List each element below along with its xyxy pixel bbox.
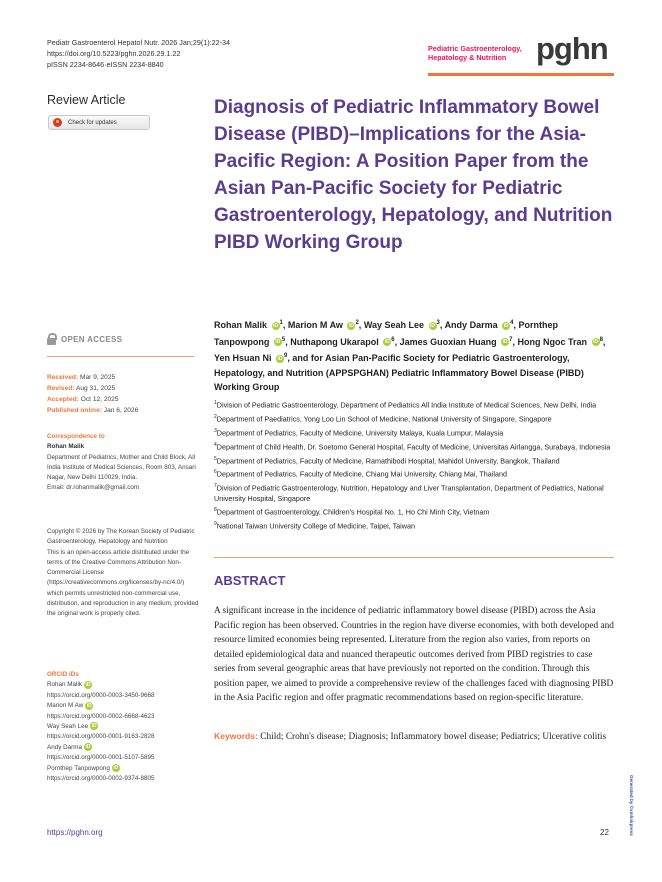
correspondence-heading: Correspondence to xyxy=(47,433,105,440)
orcid-list xyxy=(47,670,207,784)
orcid-url[interactable]: https://orcid.org/0000-0002-6668-4623 xyxy=(47,712,155,720)
author: Hong Ngoc Tran iD $^8$, xyxy=(517,336,606,347)
orcid-entry: Rohan Malik iD xyxy=(47,681,91,689)
orcid-icon: iD xyxy=(86,702,92,709)
affiliation-list xyxy=(214,398,612,533)
orcid-entry: Andy Darma iD xyxy=(47,743,91,751)
author: Nuthapong Ukarapol iD $^6$, xyxy=(290,336,398,347)
abstract-divider xyxy=(214,557,614,558)
orcid-icon[interactable]: iD xyxy=(593,339,599,346)
correspondence-email[interactable]: Email: dr.rohanmalik@gmail.com xyxy=(47,484,140,492)
abstract-heading: ABSTRACT xyxy=(214,573,286,588)
orcid-icon[interactable]: iD xyxy=(273,322,279,329)
article-dates xyxy=(47,372,138,416)
citation: Pediatr Gastroenterol Hepatol Nutr. 2026 Jan;29(1):22-34 xyxy=(47,38,230,47)
orcid-icon[interactable]: iD xyxy=(430,322,436,329)
open-lock-icon xyxy=(47,333,56,345)
date-published: Published online: Jan 6, 2026 xyxy=(47,407,139,414)
orcid-icon: iD xyxy=(91,723,97,730)
open-access-label: OPEN ACCESS xyxy=(61,334,123,344)
check-updates-button[interactable] xyxy=(48,115,150,130)
keywords-label: Keywords: xyxy=(214,731,258,741)
orcid-entry: Way Seah Lee iD xyxy=(47,723,97,731)
author: Pornthep Tanpowpong iD $^5$, xyxy=(214,320,558,347)
crossmark-icon xyxy=(53,118,62,127)
date-revised: Revised: Aug 31, 2025 xyxy=(47,385,116,392)
orcid-icon[interactable]: iD xyxy=(502,339,508,346)
copyright-block xyxy=(47,527,199,620)
page-number: 22 xyxy=(600,828,609,837)
orcid-url[interactable]: https://orcid.org/0000-0001-9163-2828 xyxy=(47,733,155,741)
orcid-icon[interactable]: iD xyxy=(348,322,354,329)
author: Andy Darma iD $^4$, xyxy=(444,320,516,330)
issn: pISSN 2234-8646·eISSN 2234-8840 xyxy=(47,60,164,69)
author: Way Seah Lee iD $^3$, xyxy=(363,320,443,330)
author: Yen Hsuan Ni iD $^9$, xyxy=(214,353,290,363)
affiliation: $^3$Department of Pediatrics, Faculty of Medicine, University Malaya, Kuala Lumpur, Malaysia xyxy=(214,427,504,438)
author: Rohan Malik iD $^1$, xyxy=(214,320,286,330)
doi-link[interactable]: https://doi.org/10.5223/pghn.2026.29.1.22 xyxy=(47,49,181,58)
footer-url[interactable]: https://pghn.org xyxy=(47,828,103,837)
header-rule xyxy=(428,73,614,76)
orcid-icon[interactable]: iD xyxy=(275,339,281,346)
date-accepted: Accepted: Oct 12, 2025 xyxy=(47,396,119,403)
left-divider xyxy=(47,356,194,357)
citation-block xyxy=(47,37,230,70)
affiliation: $^4$Department of Child Health, Dr. Soetomo General Hospital, Faculty of Medicine, Universitas Airlangga, Surabaya, Indonesia xyxy=(214,441,611,452)
orcid-url[interactable]: https://orcid.org/0000-0002-9374-8805 xyxy=(47,775,155,783)
orcid-url[interactable]: https://orcid.org/0000-0003-3450-9668 xyxy=(47,691,155,699)
author-list xyxy=(214,316,606,395)
generated-by: Generated by ©xmlinkpress xyxy=(629,775,634,836)
affiliation: $^6$Department of Pediatrics, Faculty of Medicine, Chiang Mai University, Chiang Mai, Thailand xyxy=(214,469,507,479)
orcid-icon: iD xyxy=(85,681,91,688)
keywords xyxy=(214,729,614,745)
affiliation: $^2$Department of Paediatrics, Yong Loo Lin School of Medicine, National University of Singapore, Singapore xyxy=(214,413,552,424)
article-type: Review Article xyxy=(47,93,126,107)
orcid-icon: iD xyxy=(85,744,91,751)
keywords-text: Child; Crohn's disease; Diagnosis; Inflammatory bowel disease; Pediatrics; Ulcerative colitis xyxy=(260,732,607,742)
orcid-url[interactable]: https://orcid.org/0000-0001-5107-5895 xyxy=(47,754,155,762)
copyright-line: Copyright © 2026 by The Korean Society of Pediatric Gastroenterology, Hepatology and Nutrition xyxy=(47,528,195,546)
author-group: and for Asian Pan-Pacific Society for Pediatric Gastroenterology, Hepatology, and Nutrition (APPSPGHAN) Pediatric Inflammatory Bowel Disease (PIBD) Working Group xyxy=(214,353,584,392)
abstract-text: A significant increase in the incidence of pediatric inflammatory bowel disease (PIBD) across the Asia Pacific region has been observed. Countries in the region have diverse economies, with both developed and resource limited economies being represented. Literature from the region also varies, from reports on detailed epidemiological data and nuanced therapeutic outcomes derived from PIBD registries to case series from several geographic areas that have previously not reported on the condition. Through this position paper, we aimed to provide a comprehensive review of the challenges faced with diagnosing PIBD in the Asia Pacific region and offer pragmatic recommendations based on region-specific literature. xyxy=(214,606,614,703)
affiliation: $^7$Division of Pediatric Gastroenterology, Nutrition, Hepatology and Liver Transplantation, Department of Pediatrics, National University Hospital, Singapore xyxy=(214,483,604,503)
journal-logo: pghn xyxy=(536,31,608,66)
orcid-icon[interactable]: iD xyxy=(277,355,283,362)
orcid-entry: Pornthep Tanpowpong iD xyxy=(47,764,119,772)
author: Marion M Aw iD $^2$, xyxy=(287,320,362,330)
affiliation: $^9$National Taiwan University College of Medicine, Taipei, Taiwan xyxy=(214,521,415,531)
orcid-icon: iD xyxy=(113,764,119,771)
article-title: Diagnosis of Pediatric Inflammatory Bowel Disease (PIBD)–Implications for the Asia-Pacific Region: A Position Paper from the Asian Pan-Pacific Society for Pediatric Gastroenterology, Hepatology, and Nutrition PIBD Working Group xyxy=(214,97,613,253)
orcid-heading: ORCID iDs xyxy=(47,671,79,678)
affiliation: $^5$Department of Pediatrics, Faculty of Medicine, Ramathibodi Hospital, Mahidol University, Bangkok, Thailand xyxy=(214,455,560,465)
orcid-icon[interactable]: iD xyxy=(384,339,390,346)
correspondence-address: Department of Pediatrics, Mother and Child Block, All India Institute of Medical Sciences, Room 803, Ansari Nagar, New Delhi 110029, India. xyxy=(47,453,196,482)
open-access-badge xyxy=(47,333,122,345)
orcid-icon[interactable]: iD xyxy=(503,322,509,329)
license-text: This is an open-access article distributed under the terms of the Creative Commons Attribution Non-Commercial License (https://creativecommons.org/licenses/by-nc/4.0/) which permits unrestricted non-commercial use, distribution, and reproduction in any medium, provided the original work is properly cited. xyxy=(47,548,199,618)
date-received: Received: Mar 9, 2025 xyxy=(47,374,116,381)
affiliation: $^8$Department of Gastroenterology, Children's Hospital No. 1, Ho Chi Minh City, Vietnam xyxy=(214,507,490,517)
affiliation: $^1$Division of Pediatric Gastroenterology, Department of Pediatrics All India Institute of Medical Sciences, New Delhi, India xyxy=(214,400,597,410)
correspondence xyxy=(47,432,197,494)
journal-name: Pediatric Gastroenterology, Hepatology & Nutrition xyxy=(428,44,522,62)
orcid-entry: Marion M Aw iD xyxy=(47,702,92,710)
correspondence-name: Rohan Malik xyxy=(47,443,85,451)
check-updates-label: Check for updates xyxy=(68,119,117,126)
author: James Guoxian Huang iD $^7$, xyxy=(399,336,516,347)
